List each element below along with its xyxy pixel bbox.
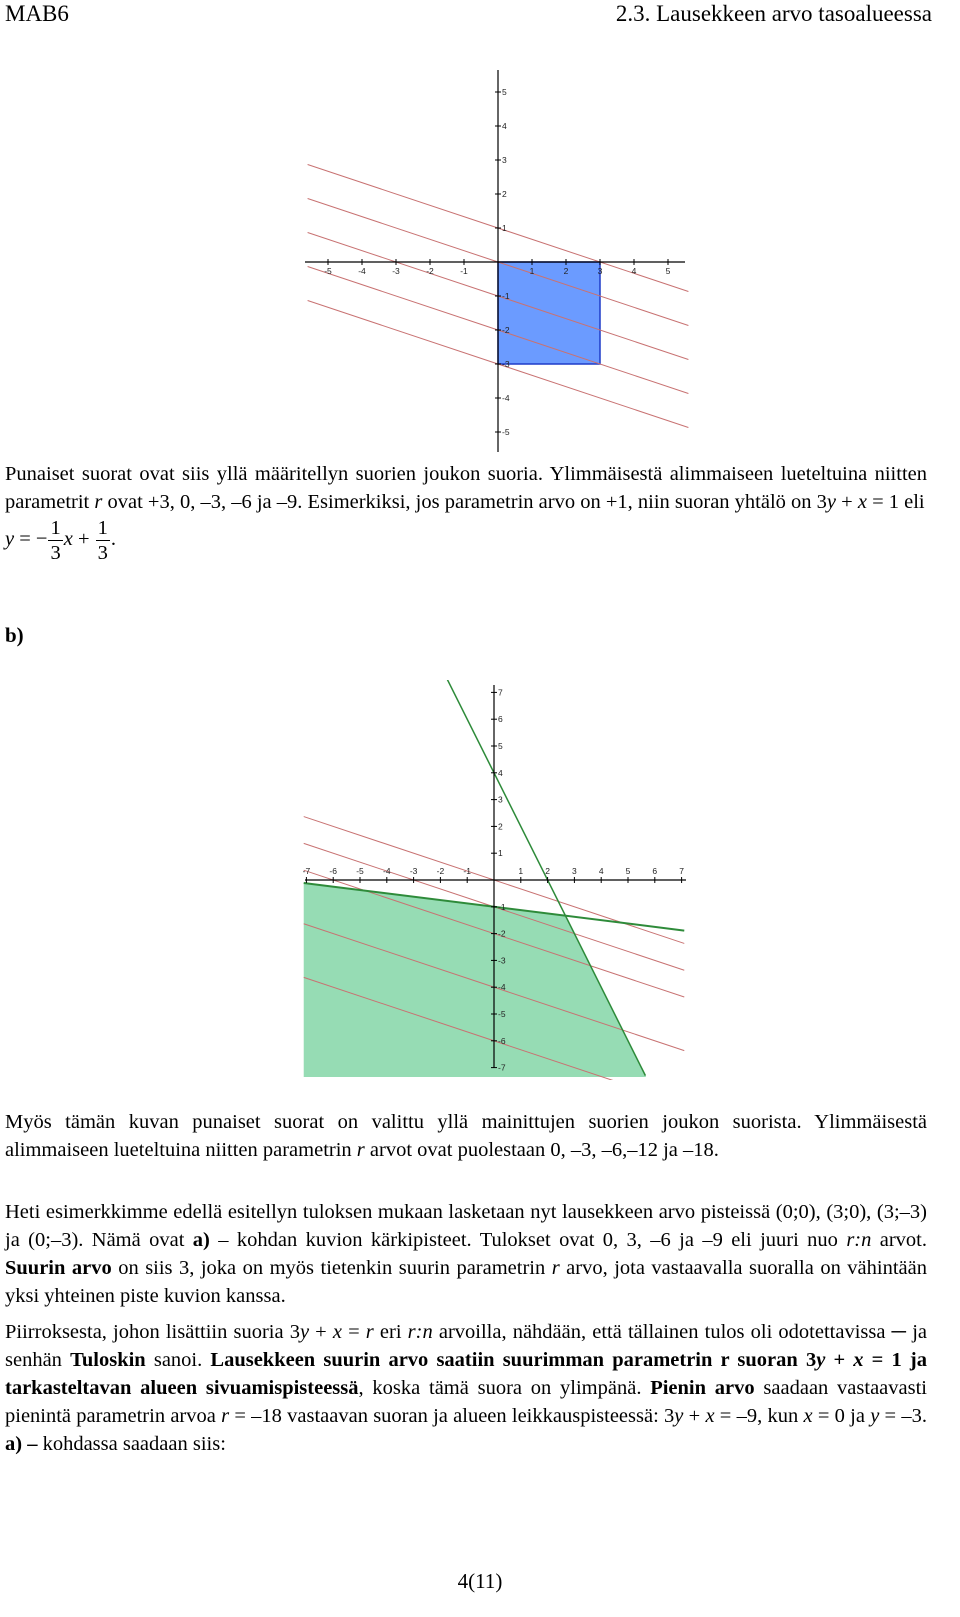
bold-text: Tuloskin bbox=[70, 1349, 146, 1371]
var-x: x bbox=[857, 491, 867, 513]
var-r: r bbox=[551, 1257, 560, 1279]
fraction bbox=[96, 516, 110, 565]
text: on siis 3, joka on myös tietenkin suurin parametrin bbox=[111, 1257, 552, 1279]
var-y: y bbox=[816, 1349, 826, 1371]
x-tick-label: -5 bbox=[356, 866, 364, 876]
figure-2-graph bbox=[300, 680, 700, 1080]
y-tick-label: 4 bbox=[498, 767, 503, 778]
text: = 1 eli bbox=[866, 491, 925, 513]
y-tick-label: 6 bbox=[498, 714, 503, 725]
text: eri bbox=[373, 1321, 408, 1343]
fraction-denominator: 3 bbox=[97, 542, 108, 564]
x-tick-label: 2 bbox=[545, 866, 550, 876]
x-tick-label: -7 bbox=[302, 866, 311, 876]
header-left: MAB6 bbox=[5, 1, 69, 26]
text: arvoilla, nähdään, että tällainen tulos oli odotettavissa ─ ja senhän bbox=[5, 1321, 928, 1371]
var-x: x bbox=[803, 1405, 813, 1427]
text: = − bbox=[14, 528, 48, 551]
var-r: r bbox=[356, 1139, 365, 1161]
var-y: y bbox=[826, 491, 837, 513]
var-y: y bbox=[870, 1405, 880, 1427]
x-tick-label: 5 bbox=[625, 866, 631, 876]
text: + bbox=[683, 1405, 706, 1427]
y-tick-label: 3 bbox=[498, 794, 503, 805]
text: – kohdan kuvion kärkipisteet. Tulokset ovat 0, 3, –6 ja –9 eli juuri nuo bbox=[209, 1229, 847, 1251]
x-tick-label: 5 bbox=[665, 266, 671, 276]
text: = –3. bbox=[879, 1405, 927, 1427]
text: ovat +3, 0, –3, –6 ja –9. Esimerkiksi, jos parametrin arvo on +1, niin suoran yhtälö on 3 bbox=[102, 491, 827, 513]
paragraph-4 bbox=[5, 1318, 927, 1458]
text: Lausekkeen suurin arvo saatiin suurimman parametrin r suoran 3 bbox=[210, 1349, 817, 1371]
text: = 1 ja tarkasteltavan alueen sivuamispisteessä bbox=[5, 1349, 927, 1399]
y-tick-label: 1 bbox=[498, 848, 503, 859]
var-r: r bbox=[94, 491, 103, 513]
y-tick-label: -2 bbox=[498, 928, 506, 939]
y-tick-label: -3 bbox=[498, 955, 506, 966]
var-r: r bbox=[365, 1321, 374, 1343]
x-tick-label: -2 bbox=[426, 266, 434, 276]
y-tick-label: -1 bbox=[502, 291, 510, 301]
header-right: 2.3. Lausekkeen arvo tasoalueessa bbox=[615, 1, 932, 26]
text: saadaan vastaavasti pienintä parametrin arvoa bbox=[5, 1377, 927, 1427]
x-tick-label: 4 bbox=[631, 266, 637, 276]
text: arvot ovat puolestaan 0, –3, –6,–12 ja –18. bbox=[364, 1139, 719, 1161]
x-tick-label: -4 bbox=[358, 266, 366, 276]
x-tick-label: -5 bbox=[324, 266, 332, 276]
text: Piirroksesta, johon lisättiin suoria 3 bbox=[5, 1321, 300, 1343]
text: + bbox=[825, 1349, 854, 1371]
var-y: y bbox=[299, 1321, 310, 1343]
var-r: r bbox=[221, 1405, 230, 1427]
y-tick-label: 1 bbox=[502, 223, 507, 233]
x-tick-label: 1 bbox=[529, 266, 535, 276]
x-tick-label: -3 bbox=[392, 266, 400, 276]
y-tick-label: -7 bbox=[498, 1062, 506, 1073]
var-x: x bbox=[63, 528, 73, 551]
y-tick-label: -6 bbox=[498, 1035, 506, 1046]
bold-text: Pienin arvo bbox=[650, 1377, 755, 1399]
page-number: 4(11) bbox=[457, 1569, 503, 1593]
var-y: y bbox=[674, 1405, 684, 1427]
x-tick-label: -1 bbox=[463, 866, 471, 876]
text: kohdassa saadaan siis: bbox=[37, 1433, 226, 1455]
y-tick-label: 5 bbox=[502, 87, 507, 97]
x-tick-label: -2 bbox=[436, 866, 445, 876]
fraction-numerator: 1 bbox=[97, 517, 108, 539]
text: = –18 vastaavan suoran ja alueen leikkauspisteessä: 3 bbox=[229, 1405, 675, 1427]
text: + bbox=[836, 491, 858, 513]
text: , koska tämä suora on ylimpänä. bbox=[358, 1377, 651, 1399]
x-tick-label: 4 bbox=[598, 866, 604, 876]
fraction-denominator: 3 bbox=[50, 542, 61, 564]
x-tick-label: 3 bbox=[597, 266, 603, 276]
bold-text: Suurin arvo bbox=[5, 1257, 112, 1279]
x-tick-label: -1 bbox=[460, 266, 468, 276]
text: + bbox=[309, 1321, 333, 1343]
paragraph-3 bbox=[5, 1198, 927, 1310]
x-tick-label: 1 bbox=[518, 866, 524, 876]
y-tick-label: -5 bbox=[498, 1009, 506, 1019]
var-rn: r:n bbox=[846, 1229, 872, 1251]
text: = –9, kun bbox=[714, 1405, 804, 1427]
fraction bbox=[48, 516, 62, 565]
text: Myös tämän kuvan punaiset suorat on valittu yllä mainittujen suorien joukon suorista. Ylimmäisestä alimmaiseen lueteltuina niitten parametrin bbox=[5, 1111, 927, 1161]
bold-text: a) bbox=[192, 1229, 210, 1251]
paragraph-2 bbox=[5, 1108, 927, 1164]
x-tick-label: -3 bbox=[409, 866, 418, 876]
text: arvo, jota vastaavalla suoralla on vähintään yksi yhteinen piste kuvion kanssa. bbox=[5, 1257, 927, 1307]
x-tick-label: 3 bbox=[572, 866, 577, 876]
y-tick-label: -4 bbox=[502, 393, 510, 403]
figure-1-graph bbox=[300, 62, 700, 462]
y-tick-label: -2 bbox=[502, 325, 510, 335]
part-b-label: b) bbox=[5, 623, 24, 647]
bold-text: a) – bbox=[5, 1433, 38, 1455]
x-tick-label: -4 bbox=[383, 866, 391, 876]
text: Heti esimerkkimme edellä esitellyn tuloksen mukaan lasketaan nyt lausekkeen arvo pisteissä (0;0), (3;0), (3;–3) ja (0;–3). Nämä ovat bbox=[5, 1201, 927, 1251]
y-tick-label: 7 bbox=[498, 687, 503, 698]
y-tick-label: 2 bbox=[502, 189, 507, 199]
y-tick-label: -4 bbox=[498, 982, 506, 993]
text: = 0 ja bbox=[812, 1405, 871, 1427]
paragraph-1 bbox=[5, 460, 927, 565]
var-x: x bbox=[853, 1349, 864, 1371]
x-tick-label: 6 bbox=[652, 866, 658, 876]
y-tick-label: 2 bbox=[498, 821, 503, 832]
text: Punaiset suorat ovat siis yllä määritellyn suorien joukon suoria. Ylimmäisestä alimmaiseen lueteltuina niitten parametrit bbox=[5, 463, 927, 513]
text: + bbox=[72, 528, 95, 551]
text: . bbox=[110, 528, 117, 551]
y-tick-label: -5 bbox=[502, 427, 510, 437]
var-x: x bbox=[332, 1321, 342, 1343]
y-tick-label: 5 bbox=[498, 741, 503, 751]
fraction-numerator: 1 bbox=[50, 517, 61, 539]
text: sanoi. bbox=[145, 1349, 211, 1371]
y-tick-label: -3 bbox=[502, 359, 510, 369]
x-tick-label: 7 bbox=[679, 866, 684, 876]
text: arvot. bbox=[871, 1229, 928, 1251]
x-tick-label: 2 bbox=[563, 266, 569, 276]
y-tick-label: -1 bbox=[498, 901, 506, 912]
text: = bbox=[341, 1321, 366, 1343]
feasible-region bbox=[304, 883, 646, 1077]
x-tick-label: -6 bbox=[329, 866, 337, 876]
y-tick-label: 4 bbox=[502, 121, 507, 131]
y-tick-label: 3 bbox=[502, 155, 507, 165]
var-rn: r:n bbox=[407, 1321, 433, 1343]
var-x: x bbox=[705, 1405, 715, 1427]
var-y: y bbox=[5, 528, 15, 551]
